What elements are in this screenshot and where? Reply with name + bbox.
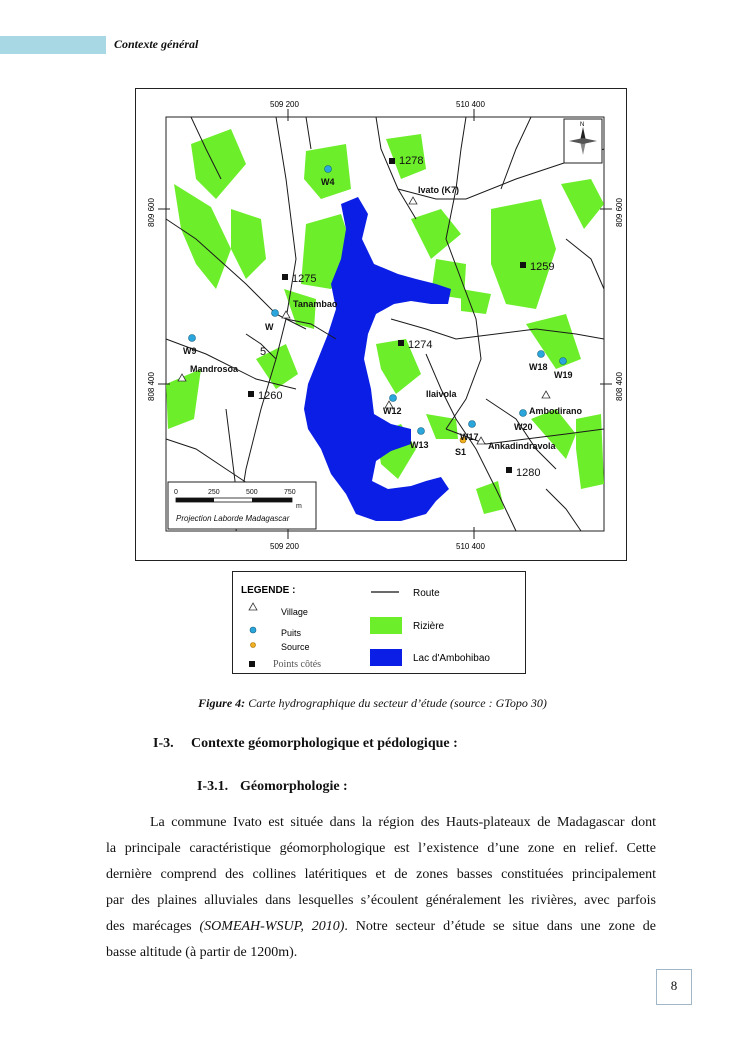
svg-text:Projection Laborde Madagascar: Projection Laborde Madagascar — [176, 514, 290, 523]
well-w4: W4 — [321, 177, 335, 187]
citation: (SOMEAH-WSUP, 2010) — [199, 919, 345, 934]
svg-text:0: 0 — [174, 489, 178, 496]
running-header: Contexte général — [114, 37, 199, 51]
coord-right-bottom: 808 400 — [615, 372, 624, 401]
village-ivato: Ivato (K7) — [418, 185, 460, 195]
village-ambodirano: Ambodirano — [529, 406, 582, 416]
svg-text:250: 250 — [208, 489, 220, 496]
legend-riziere: Rizière — [413, 621, 445, 632]
well-w9: W9 — [183, 346, 197, 356]
legend-route: Route — [413, 588, 440, 599]
legend-village: Village — [281, 607, 308, 617]
section-number: I-3. — [153, 736, 174, 751]
well-w17: W17 — [460, 432, 479, 442]
well-5: 5 — [260, 346, 267, 358]
para-line-4: par des plaines alluviales dans lesquelles s’écoulent généralement les rivières, avec parfois — [106, 893, 656, 908]
coord-top-right: 510 400 — [456, 100, 485, 109]
coord-left-bottom: 808 400 — [147, 372, 156, 401]
source-s1: S1 — [455, 447, 467, 457]
elevation-1278: 1278 — [399, 155, 424, 167]
legend-puits: Puits — [281, 628, 302, 638]
header-accent-bar — [0, 36, 106, 54]
coord-bottom-left: 509 200 — [270, 542, 299, 551]
svg-text:m: m — [296, 503, 302, 510]
village-mandrosoa: Mandrosoa — [190, 364, 239, 374]
svg-text:500: 500 — [246, 489, 258, 496]
subsection-number: I-3.1. — [197, 779, 229, 794]
figure-text: Carte hydrographique du secteur d’étude (source : GTopo 30) — [245, 696, 547, 710]
map-legend — [232, 571, 526, 674]
coord-top-left: 509 200 — [270, 100, 299, 109]
section-heading — [153, 736, 458, 752]
page-number: 8 — [656, 969, 692, 1005]
legend-title: LEGENDE : — [241, 585, 296, 596]
coord-bottom-right: 510 400 — [456, 542, 485, 551]
legend-lac: Lac d'Ambohibao — [413, 653, 490, 664]
scale-bar — [168, 482, 316, 529]
svg-text:N: N — [580, 122, 585, 128]
para-line-5: des marécages (SOMEAH-WSUP, 2010). Notre secteur d’étude se situe dans une zone de — [106, 919, 657, 934]
svg-text:750: 750 — [284, 489, 296, 496]
legend-source: Source — [281, 642, 310, 652]
figure-label: Figure 4: — [198, 696, 246, 710]
well-w12: W12 — [383, 406, 402, 416]
para-line-2: la principale caractéristique géomorphologique est l’existence d’une zone en relief. Cette — [106, 841, 656, 856]
village-ankadindravola: Ankadindravola — [488, 441, 556, 451]
elevation-1274: 1274 — [408, 339, 433, 351]
para-line-3: dernière comprend des collines latéritiques et de zones basses constituées principalement — [106, 867, 656, 882]
well-w20: W20 — [514, 422, 533, 432]
well-w19: W19 — [554, 370, 573, 380]
north-arrow-icon — [564, 119, 602, 163]
village-tanambao: Tanambao — [293, 299, 338, 309]
figure-caption — [0, 696, 745, 711]
section-title: Contexte géomorphologique et pédologique : — [191, 736, 458, 751]
elevation-1280: 1280 — [516, 467, 541, 479]
well-w18: W18 — [529, 362, 548, 372]
coord-right-top: 809 600 — [615, 198, 624, 227]
elevation-1259: 1259 — [530, 261, 555, 273]
well-w13: W13 — [410, 440, 429, 450]
subsection-heading — [197, 779, 348, 795]
village-ilaivola: Ilaivola — [426, 389, 457, 399]
subsection-title: Géomorphologie : — [240, 779, 348, 794]
elevation-1260: 1260 — [258, 390, 283, 402]
para-line-6: basse altitude (à partir de 1200m). — [106, 945, 298, 960]
body-paragraph — [106, 810, 656, 966]
hydrographic-map — [135, 88, 627, 561]
elevation-1275: 1275 — [292, 273, 317, 285]
well-w: W — [265, 322, 274, 332]
legend-points: Points côtés — [273, 659, 322, 670]
para-line-1: La commune Ivato est située dans la région des Hauts-plateaux de Madagascar dont — [150, 815, 656, 830]
coord-left-top: 809 600 — [147, 198, 156, 227]
